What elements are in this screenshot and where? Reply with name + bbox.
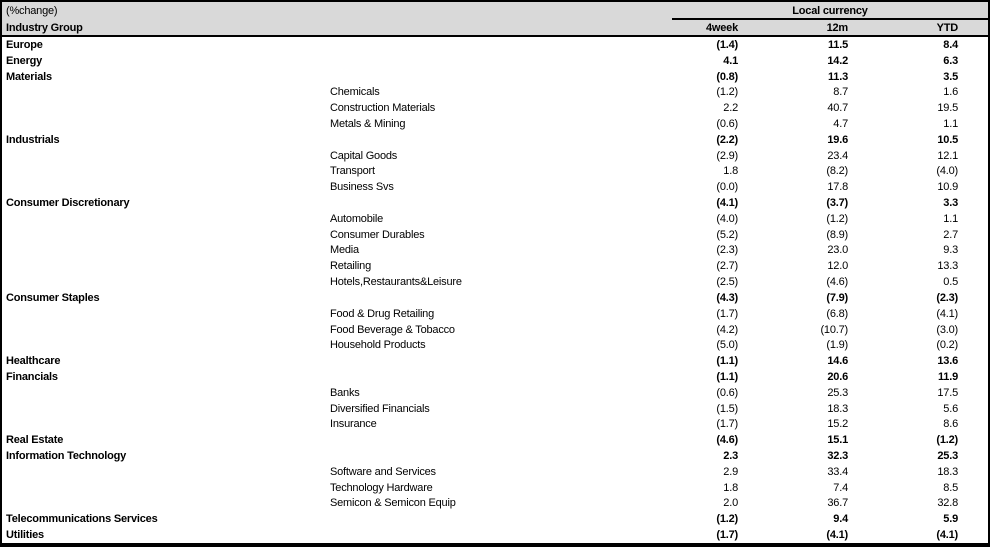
table-row <box>2 385 988 401</box>
value-cell-ytd: (0.2) <box>936 339 958 352</box>
table-row <box>2 258 988 274</box>
value-cell-ytd: 5.6 <box>943 402 958 415</box>
value-cell-12m: (4.1) <box>826 529 848 542</box>
value-cell-ytd: 3.5 <box>943 70 958 83</box>
value-cell-4week: (1.2) <box>716 513 738 526</box>
row-label: Hotels,Restaurants&Leisure <box>330 276 462 289</box>
value-cell-4week: (2.3) <box>716 244 738 257</box>
table-row <box>2 132 988 148</box>
value-cell-12m: (1.2) <box>826 212 848 225</box>
value-cell-4week: (4.1) <box>716 197 738 210</box>
value-cell-ytd: 13.3 <box>937 260 958 273</box>
value-cell-4week: 1.8 <box>723 165 738 178</box>
value-cell-12m: (8.2) <box>826 165 848 178</box>
value-cell-ytd: 32.8 <box>937 497 958 510</box>
value-cell-ytd: (4.1) <box>936 529 958 542</box>
value-cell-4week: 4.1 <box>723 54 738 67</box>
value-cell-4week: (4.0) <box>716 212 738 225</box>
value-cell-12m: (6.8) <box>826 307 848 320</box>
value-cell-ytd: 1.1 <box>943 212 958 225</box>
value-cell-12m: 19.6 <box>827 133 848 146</box>
table-row <box>2 432 988 448</box>
table-row <box>2 179 988 195</box>
value-cell-ytd: (4.1) <box>936 307 958 320</box>
value-cell-ytd: 19.5 <box>937 102 958 115</box>
column-header-ytd: YTD <box>936 21 958 34</box>
value-cell-ytd: 0.5 <box>943 276 958 289</box>
row-label: Information Technology <box>6 450 127 463</box>
row-label: Insurance <box>330 418 377 431</box>
row-label: Diversified Financials <box>330 402 430 415</box>
value-cell-ytd: 8.4 <box>943 38 958 51</box>
table-header <box>2 2 988 37</box>
value-cell-12m: 32.3 <box>827 450 848 463</box>
value-cell-12m: 14.6 <box>827 355 848 368</box>
value-cell-12m: 12.0 <box>827 260 848 273</box>
value-cell-12m: 23.4 <box>827 149 848 162</box>
value-cell-12m: 23.0 <box>827 244 848 257</box>
value-cell-4week: 2.9 <box>723 465 738 478</box>
value-cell-4week: (1.1) <box>716 355 738 368</box>
value-cell-4week: (2.9) <box>716 149 738 162</box>
value-cell-12m: 7.4 <box>833 481 848 494</box>
row-label: Consumer Discretionary <box>6 197 130 210</box>
row-label: Financials <box>6 370 58 383</box>
row-label: Business Svs <box>330 181 394 194</box>
row-label: Food & Drug Retailing <box>330 307 435 320</box>
value-cell-ytd: (4.0) <box>936 165 958 178</box>
value-cell-12m: 8.7 <box>833 86 848 99</box>
value-cell-4week: (2.5) <box>716 276 738 289</box>
table-row <box>2 369 988 385</box>
row-label: Chemicals <box>330 86 380 99</box>
row-label: Retailing <box>330 260 372 273</box>
row-label: Europe <box>6 38 43 51</box>
row-label: Transport <box>330 165 375 178</box>
row-label: Food Beverage & Tobacco <box>330 323 455 336</box>
value-cell-4week: (1.4) <box>716 38 738 51</box>
table-row <box>2 243 988 259</box>
value-cell-4week: (1.1) <box>716 370 738 383</box>
table-row <box>2 527 988 543</box>
value-cell-ytd: 13.6 <box>937 355 958 368</box>
value-cell-ytd: 10.5 <box>937 133 958 146</box>
table-row <box>2 337 988 353</box>
value-cell-12m: 15.2 <box>827 418 848 431</box>
table-row <box>2 84 988 100</box>
row-label: Media <box>330 244 359 257</box>
table-row <box>2 401 988 417</box>
table-row <box>2 480 988 496</box>
table-row <box>2 227 988 243</box>
value-cell-4week: (0.6) <box>716 117 738 130</box>
row-label: Consumer Durables <box>330 228 425 241</box>
value-cell-4week: 1.8 <box>723 481 738 494</box>
value-cell-4week: (2.2) <box>716 133 738 146</box>
table-row <box>2 100 988 116</box>
row-label: Consumer Staples <box>6 291 100 304</box>
row-label: Software and Services <box>330 465 436 478</box>
row-label: Semicon & Semicon Equip <box>330 497 456 510</box>
value-cell-4week: 2.3 <box>723 450 738 463</box>
value-cell-ytd: 12.1 <box>937 149 958 162</box>
value-cell-4week: (0.0) <box>716 181 738 194</box>
value-cell-4week: (4.3) <box>716 291 738 304</box>
value-cell-ytd: (3.0) <box>936 323 958 336</box>
value-cell-12m: 4.7 <box>833 117 848 130</box>
value-cell-12m: (4.6) <box>826 276 848 289</box>
row-label: Household Products <box>330 339 426 352</box>
row-label: Metals & Mining <box>330 117 406 130</box>
value-cell-12m: 18.3 <box>827 402 848 415</box>
header-row-top <box>2 2 988 20</box>
value-cell-12m: (7.9) <box>826 291 848 304</box>
value-cell-12m: (8.9) <box>826 228 848 241</box>
value-cell-4week: 2.0 <box>723 497 738 510</box>
value-cell-ytd: 25.3 <box>937 450 958 463</box>
row-label: Telecommunications Services <box>6 513 158 526</box>
value-cell-4week: (1.7) <box>716 418 738 431</box>
percent-change-label: (%change) <box>6 5 58 17</box>
currency-group-header: Local currency <box>672 2 988 20</box>
value-cell-4week: (2.7) <box>716 260 738 273</box>
value-cell-ytd: 17.5 <box>937 386 958 399</box>
value-cell-ytd: (2.3) <box>936 291 958 304</box>
row-label: Energy <box>6 54 43 67</box>
value-cell-ytd: 10.9 <box>937 181 958 194</box>
value-cell-ytd: 11.9 <box>937 370 958 383</box>
value-cell-12m: 33.4 <box>827 465 848 478</box>
row-label: Technology Hardware <box>330 481 433 494</box>
value-cell-12m: (10.7) <box>820 323 848 336</box>
table-row <box>2 116 988 132</box>
table-row <box>2 211 988 227</box>
row-label: Industrials <box>6 133 60 146</box>
value-cell-ytd: (1.2) <box>936 434 958 447</box>
table-row <box>2 464 988 480</box>
value-cell-12m: 15.1 <box>827 434 848 447</box>
row-label: Materials <box>6 70 52 83</box>
value-cell-ytd: 5.9 <box>943 513 958 526</box>
value-cell-4week: (1.7) <box>716 529 738 542</box>
value-cell-ytd: 2.7 <box>943 228 958 241</box>
column-header-4week: 4week <box>705 21 738 34</box>
table-row <box>2 306 988 322</box>
value-cell-12m: 36.7 <box>827 497 848 510</box>
row-label: Construction Materials <box>330 102 436 115</box>
row-label: Capital Goods <box>330 149 398 162</box>
table-row <box>2 37 988 53</box>
value-cell-ytd: 1.6 <box>943 86 958 99</box>
value-cell-4week: (1.7) <box>716 307 738 320</box>
table-row <box>2 164 988 180</box>
value-cell-ytd: 8.5 <box>943 481 958 494</box>
value-cell-ytd: 9.3 <box>943 244 958 257</box>
table-row <box>2 148 988 164</box>
table-row <box>2 274 988 290</box>
value-cell-12m: 20.6 <box>827 370 848 383</box>
value-cell-4week: (1.2) <box>716 86 738 99</box>
table-row <box>2 496 988 512</box>
table-row <box>2 448 988 464</box>
row-label: Utilities <box>6 529 44 542</box>
row-label: Healthcare <box>6 355 61 368</box>
table-row <box>2 53 988 69</box>
table-row <box>2 290 988 306</box>
value-cell-12m: 17.8 <box>827 181 848 194</box>
table-row <box>2 417 988 433</box>
value-cell-ytd: 18.3 <box>937 465 958 478</box>
value-cell-12m: 25.3 <box>827 386 848 399</box>
value-cell-12m: (3.7) <box>826 197 848 210</box>
value-cell-12m: 11.3 <box>827 70 848 83</box>
table-row <box>2 322 988 338</box>
value-cell-4week: (0.6) <box>716 386 738 399</box>
row-label: Banks <box>330 386 360 399</box>
table-row <box>2 353 988 369</box>
table-row <box>2 195 988 211</box>
table-row <box>2 69 988 85</box>
industry-group-column-header: Industry Group <box>6 21 83 34</box>
value-cell-12m: 40.7 <box>827 102 848 115</box>
value-cell-4week: (5.0) <box>716 339 738 352</box>
row-label: Real Estate <box>6 434 64 447</box>
value-cell-4week: 2.2 <box>723 102 738 115</box>
column-header-12m: 12m <box>826 21 848 34</box>
value-cell-ytd: 8.6 <box>943 418 958 431</box>
value-cell-4week: (4.2) <box>716 323 738 336</box>
value-cell-4week: (1.5) <box>716 402 738 415</box>
value-cell-ytd: 3.3 <box>943 197 958 210</box>
value-cell-ytd: 6.3 <box>943 54 958 67</box>
value-cell-12m: 14.2 <box>827 54 848 67</box>
row-label: Automobile <box>330 212 384 225</box>
value-cell-ytd: 1.1 <box>943 117 958 130</box>
value-cell-4week: (5.2) <box>716 228 738 241</box>
value-cell-12m: (1.9) <box>826 339 848 352</box>
table-row <box>2 511 988 527</box>
value-cell-12m: 11.5 <box>827 38 848 51</box>
header-row-columns <box>2 20 988 35</box>
table-body <box>2 37 988 543</box>
value-cell-4week: (0.8) <box>716 70 738 83</box>
value-cell-12m: 9.4 <box>833 513 848 526</box>
value-cell-4week: (4.6) <box>716 434 738 447</box>
